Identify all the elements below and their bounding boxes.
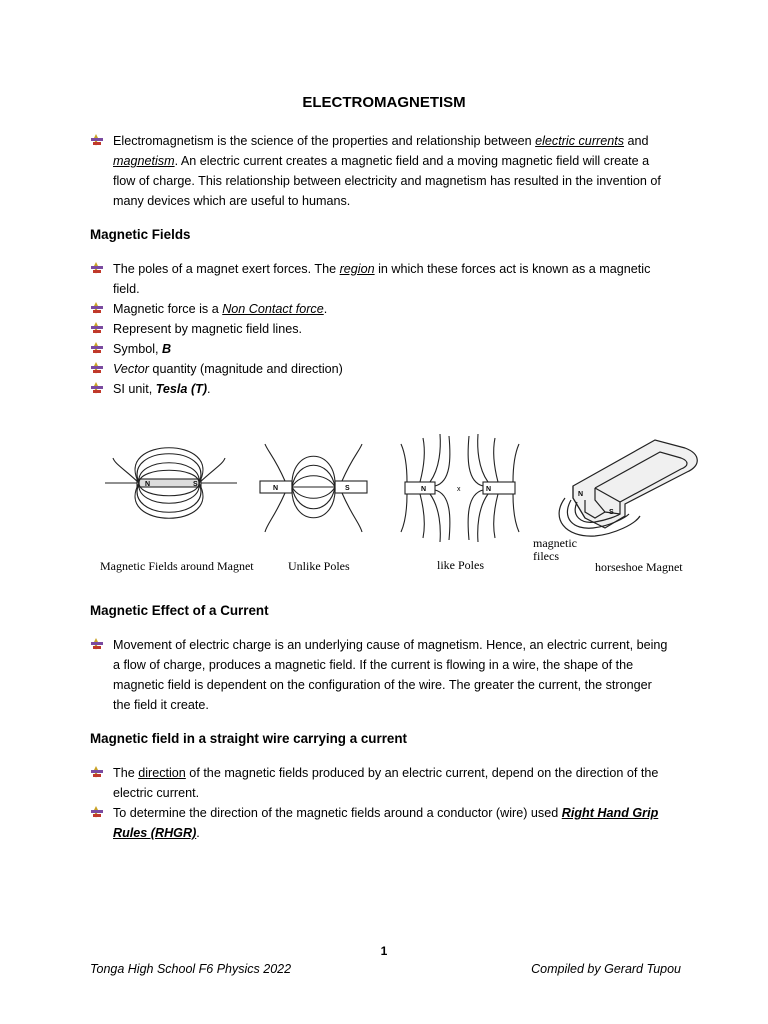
item-text: Magnetic force is a bbox=[113, 302, 223, 316]
pole-label: N bbox=[145, 481, 151, 488]
list-item bbox=[113, 803, 678, 843]
bullet-icon bbox=[90, 133, 104, 147]
vector-term: Vector bbox=[113, 362, 149, 376]
list-item bbox=[113, 359, 678, 379]
intro-text: flow of charge. This relationship between electricity and magnetism has resulted in the invention of bbox=[113, 174, 661, 188]
section-heading: Magnetic Effect of a Current bbox=[90, 603, 269, 618]
item-text: To determine the direction of the magnetic fields around a conductor (wire) used bbox=[113, 806, 562, 820]
non-contact-force-link[interactable]: Non Contact force bbox=[222, 302, 324, 316]
pole-label: S bbox=[609, 509, 614, 516]
page-number: 1 bbox=[380, 944, 388, 958]
x-mark: x bbox=[457, 486, 461, 493]
item-text: quantity (magnitude and direction) bbox=[148, 362, 343, 376]
electric-currents-link[interactable]: electric currents bbox=[535, 134, 625, 148]
figure-caption bbox=[533, 537, 577, 563]
figure-caption: Magnetic Fields around Magnet bbox=[100, 559, 254, 573]
bullet-icon bbox=[90, 637, 104, 651]
list-item: Represent by magnetic field lines. bbox=[113, 322, 303, 336]
pole-label: S bbox=[345, 485, 350, 492]
intro-paragraph bbox=[113, 131, 678, 211]
item-text: The poles of a magnet exert forces. The bbox=[113, 262, 340, 276]
item-text: Symbol, bbox=[113, 342, 162, 356]
list-item bbox=[113, 635, 678, 715]
list-item bbox=[113, 379, 678, 399]
caption-text: magnetic bbox=[533, 536, 577, 550]
item-text: a flow of charge, produces a magnetic field. If the current is flowing in a wire, the shape of the bbox=[113, 658, 634, 672]
intro-text: Electromagnetism is the science of the properties and relationship between bbox=[113, 134, 536, 148]
pole-label: S bbox=[193, 481, 198, 488]
item-text: Movement of electric charge is an underlying cause of magnetism. Hence, an electric current, being bbox=[113, 638, 668, 652]
bullet-icon bbox=[90, 321, 104, 335]
section-heading: Magnetic Fields bbox=[90, 227, 191, 242]
caption-text: filecs bbox=[533, 549, 559, 563]
bullet-icon bbox=[90, 261, 104, 275]
bar-magnet-field-diagram bbox=[105, 448, 237, 519]
symbol-b: B bbox=[162, 342, 172, 356]
item-text: . bbox=[196, 826, 200, 840]
footer-left: Tonga High School F6 Physics 2022 bbox=[90, 962, 292, 976]
magnetism-link[interactable]: magnetism bbox=[113, 154, 175, 168]
horseshoe-magnet-diagram bbox=[559, 440, 697, 536]
item-text: in which these forces act is known as a magnetic bbox=[374, 262, 651, 276]
section-heading: Magnetic field in a straight wire carrying a current bbox=[90, 731, 407, 746]
item-text: The bbox=[113, 766, 139, 780]
list-item bbox=[113, 763, 678, 803]
figure-caption: Unlike Poles bbox=[288, 559, 350, 573]
intro-text: and bbox=[624, 134, 649, 148]
intro-text: many devices which are useful to humans. bbox=[113, 194, 351, 208]
figure-caption: horseshoe Magnet bbox=[595, 560, 683, 574]
item-text: field. bbox=[113, 282, 140, 296]
bullet-icon bbox=[90, 765, 104, 779]
bullet-icon bbox=[90, 301, 104, 315]
list-item bbox=[113, 299, 678, 319]
item-text: . bbox=[207, 382, 211, 396]
item-text: SI unit, bbox=[113, 382, 156, 396]
bullet-icon bbox=[90, 341, 104, 355]
page-title: ELECTROMAGNETISM bbox=[302, 94, 466, 111]
bullet-icon bbox=[90, 805, 104, 819]
item-text: magnetic field is dependent on the configuration of the wire. The greater the current, the stronger bbox=[113, 678, 652, 692]
pole-label: N bbox=[486, 486, 492, 493]
direction-term: direction bbox=[138, 766, 186, 780]
pole-label: N bbox=[578, 491, 584, 498]
item-text: . bbox=[323, 302, 328, 316]
intro-text: . An electric current creates a magnetic field and a moving magnetic field will create a bbox=[174, 154, 650, 168]
pole-label: N bbox=[421, 486, 427, 493]
bullet-icon bbox=[90, 381, 104, 395]
pole-label: N bbox=[273, 485, 279, 492]
item-text: of the magnetic fields produced by an electric current, depend on the direction of the bbox=[185, 766, 659, 780]
tesla-unit: Tesla (T) bbox=[155, 382, 208, 396]
figure-caption: like Poles bbox=[437, 558, 484, 572]
footer-right: Compiled by Gerard Tupou bbox=[531, 962, 681, 976]
list-item bbox=[113, 339, 678, 359]
list-item bbox=[113, 259, 678, 299]
bullet-icon bbox=[90, 361, 104, 375]
item-text: the field it create. bbox=[113, 698, 209, 712]
rhgr-link[interactable]: Rules (RHGR) bbox=[113, 826, 197, 840]
rhgr-link[interactable]: Right Hand Grip bbox=[561, 806, 659, 820]
item-text: electric current. bbox=[113, 786, 200, 800]
region-link[interactable]: region bbox=[339, 262, 375, 276]
